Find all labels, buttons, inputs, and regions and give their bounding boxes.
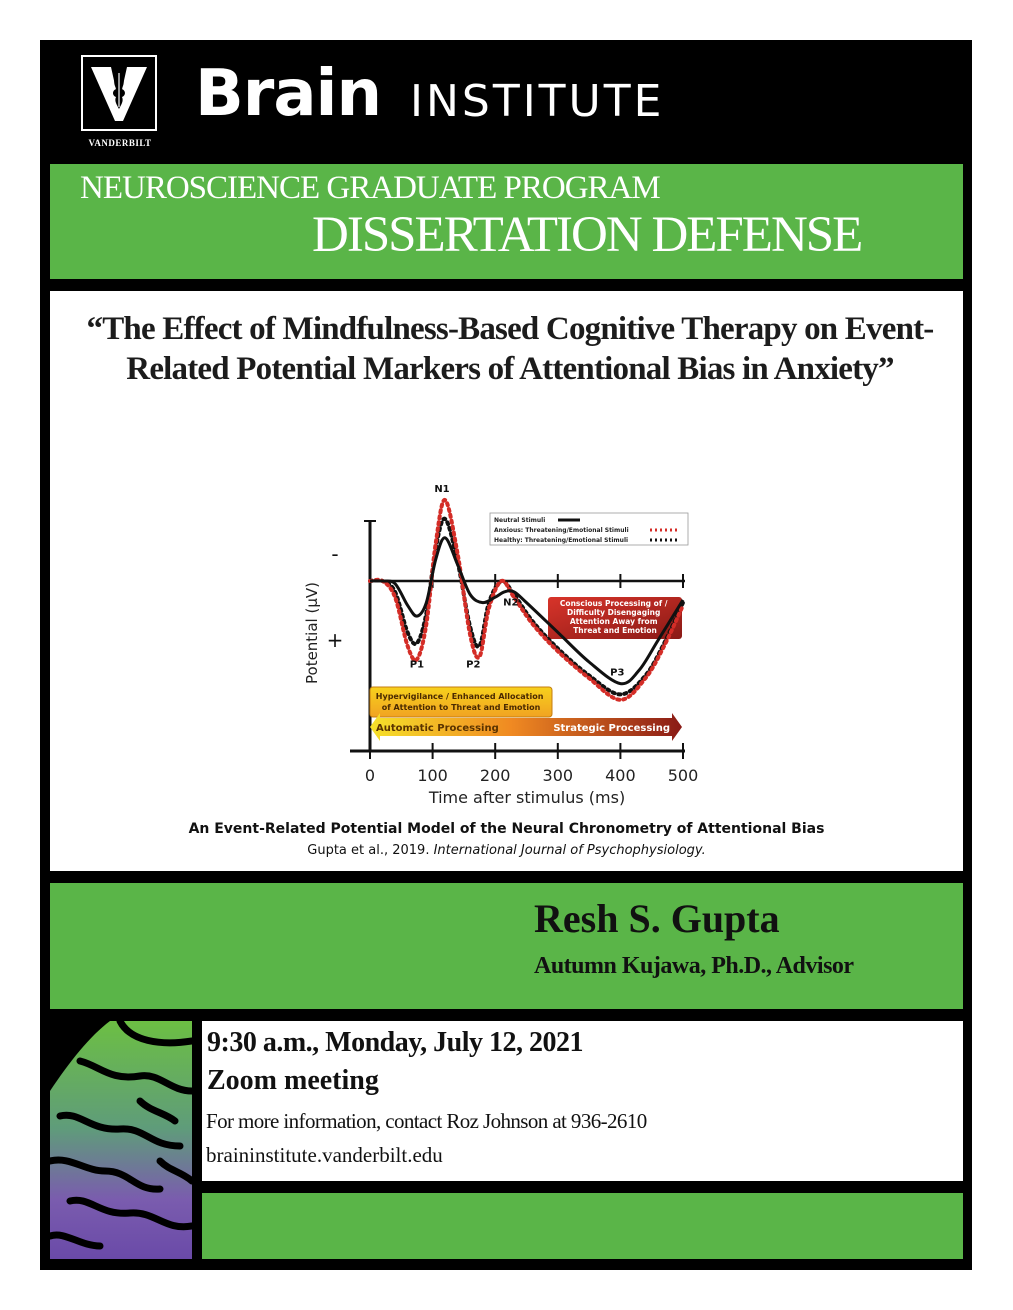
presenter-name: Resh S. Gupta xyxy=(534,896,780,941)
figure-caption-title: An Event-Related Potential Model of the Neural Chronometry of Attentional Bias xyxy=(188,821,825,837)
logo-wordmark: VANDERBILT xyxy=(88,138,152,148)
x-tick-label: 400 xyxy=(605,766,636,785)
x-tick-label: 0 xyxy=(364,766,376,785)
component-label-n1: N1 xyxy=(434,483,450,495)
x-axis-label: Time after stimulus (ms) xyxy=(428,788,626,807)
poster-frame xyxy=(40,40,972,1270)
footer-banner xyxy=(202,1193,963,1259)
x-tick-label: 200 xyxy=(479,766,511,785)
erp-chart xyxy=(280,421,760,811)
institute-wordmark: INSTITUTE xyxy=(410,76,665,127)
program-banner xyxy=(50,164,963,279)
x-tick-label: 300 xyxy=(542,766,574,785)
component-label-n2: N2 xyxy=(503,597,519,609)
brain-wordmark: Brain xyxy=(195,57,382,131)
legend-healthy: Healthy: Threatening/Emotional Stimuli xyxy=(494,537,629,544)
legend-neutral: Neutral Stimuli xyxy=(494,517,546,524)
citation-journal: International Journal of Psychophysiology. xyxy=(433,843,706,858)
hypervigilance-label: Hypervigilance / Enhanced Allocation of Attention to Threat and Emotion xyxy=(375,692,544,712)
citation-authors: Gupta et al., 2019. xyxy=(307,843,430,858)
legend-anxious: Anxious: Threatening/Emotional Stimuli xyxy=(494,527,629,534)
x-tick-label: 500 xyxy=(667,766,699,785)
brain-illustration xyxy=(50,1021,192,1259)
presenter-banner xyxy=(50,883,963,1009)
y-axis-minus-mark: - xyxy=(331,542,339,566)
automatic-processing-label: Automatic Processing xyxy=(376,723,499,734)
figure-caption-citation xyxy=(50,843,963,858)
brain-gyri-image xyxy=(50,1021,192,1259)
chart-legend xyxy=(490,513,688,545)
component-label-p1: P1 xyxy=(409,659,425,671)
conscious-processing-label: Conscious Processing of / Difficulty Disengaging Attention Away from Threat and Emotion xyxy=(559,599,668,635)
event-url[interactable]: braininstitute.vanderbilt.edu xyxy=(206,1143,443,1167)
x-tick-label: 100 xyxy=(417,766,448,785)
figure-panel xyxy=(50,291,963,871)
oak-leaf-v-icon xyxy=(83,57,155,129)
dissertation-title: “The Effect of Mindfulness-Based Cognitive Therapy on Event-Related Potential Markers of Attentional Bias in Anxiety” xyxy=(86,311,934,387)
advisor-name: Autumn Kujawa, Ph.D., Advisor xyxy=(534,953,854,979)
y-axis-plus-mark: + xyxy=(326,628,344,652)
event-datetime: 9:30 a.m., Monday, July 12, 2021 xyxy=(207,1027,584,1058)
event-details-panel xyxy=(202,1021,963,1181)
vanderbilt-logo xyxy=(81,55,157,131)
component-label-p3: P3 xyxy=(610,667,625,679)
program-name: NEUROSCIENCE GRADUATE PROGRAM xyxy=(80,170,660,206)
event-contact: For more information, contact Roz Johnson at 936-2610 xyxy=(206,1109,647,1133)
y-axis-label: Potential (µV) xyxy=(303,582,321,684)
event-location: Zoom meeting xyxy=(207,1065,379,1096)
event-type: DISSERTATION DEFENSE xyxy=(312,207,862,263)
strategic-processing-label: Strategic Processing xyxy=(553,723,670,734)
component-label-p2: P2 xyxy=(466,659,481,671)
